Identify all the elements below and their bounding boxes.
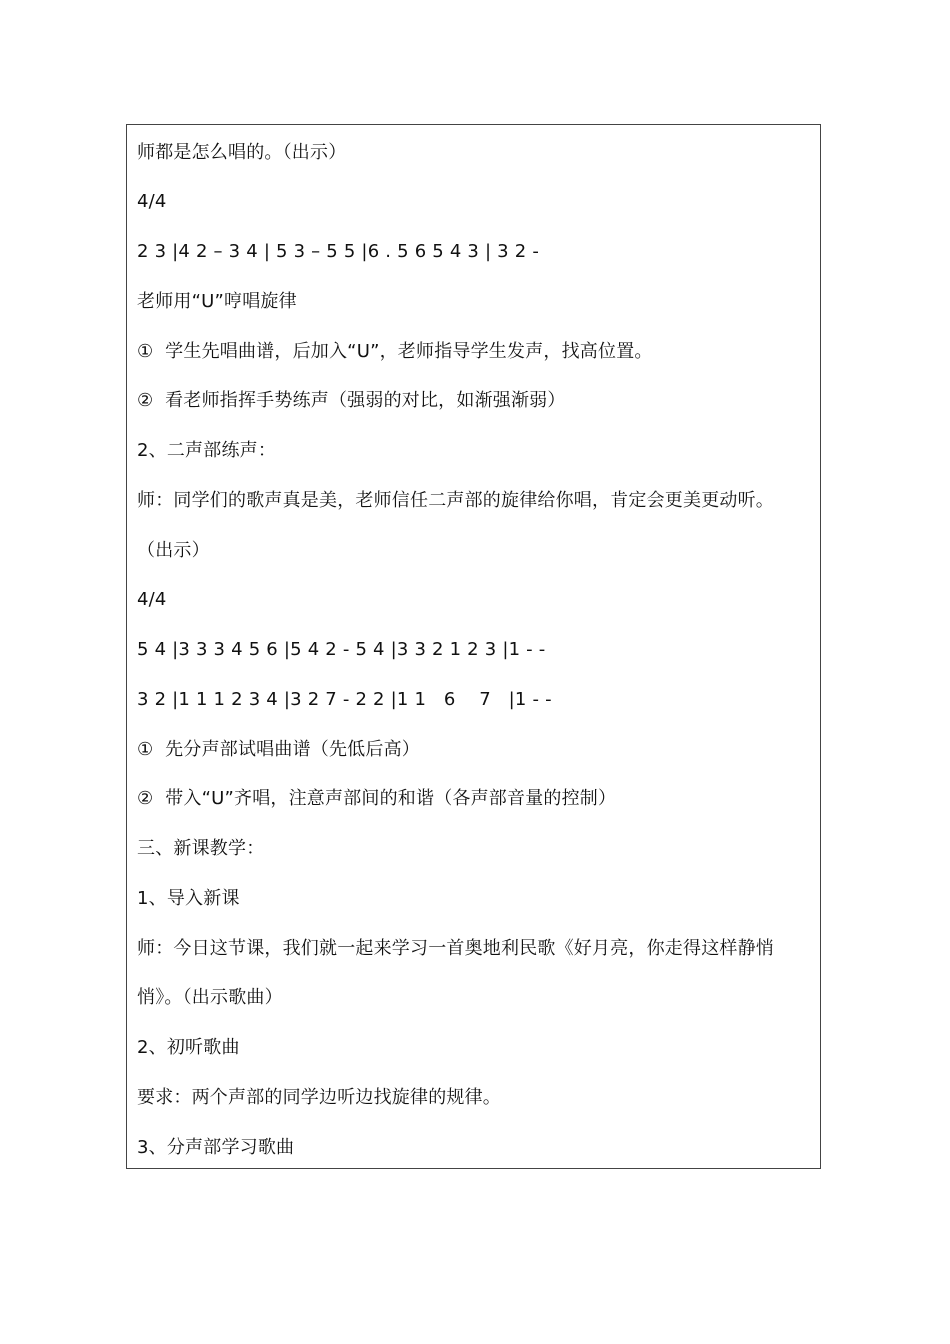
text-line-1: 师都是怎么唱的。（出示） xyxy=(137,142,347,163)
text-line-13: ① 先分声部试唱曲谱（先低后高） xyxy=(137,739,420,760)
text-line-18: 悄》。（出示歌曲） xyxy=(137,987,283,1008)
text-line-17: 师：今日这节课，我们就一起来学习一首奥地利民歌《好月亮，你走得这样静悄 xyxy=(137,938,774,959)
text-line-16: 1、导入新课 xyxy=(137,888,240,909)
text-line-6: ② 看老师指挥手势练声（强弱的对比，如渐强渐弱） xyxy=(137,390,566,411)
text-line-5: ① 学生先唱曲谱，后加入“U”，老师指导学生发声，找高位置。 xyxy=(137,341,653,362)
section-heading: 三、新课教学： xyxy=(137,838,265,859)
document-table-cell xyxy=(126,124,821,1169)
text-line-10: 4/4 xyxy=(137,589,167,610)
text-line-9: （出示） xyxy=(137,540,210,561)
text-line-19: 2、初听歌曲 xyxy=(137,1037,240,1058)
text-line-2: 4/4 xyxy=(137,191,167,212)
text-line-21: 3、分声部学习歌曲 xyxy=(137,1137,295,1158)
text-line-8: 师：同学们的歌声真是美，老师信任二声部的旋律给你唱，肯定会更美更动听。 xyxy=(137,490,774,511)
text-line-20: 要求：两个声部的同学边听边找旋律的规律。 xyxy=(137,1087,501,1108)
notation-line-1: 2 3 |4 2 – 3 4 | 5 3 – 5 5 |6 . 5 6 5 4 3 | 3 2 - xyxy=(137,241,540,262)
text-line-7: 2、二声部练声： xyxy=(137,440,277,461)
text-line-14: ② 带入“U”齐唱，注意声部间的和谐（各声部音量的控制） xyxy=(137,788,617,809)
notation-line-3: 3 2 |1 1 1 2 3 4 |3 2 7 - 2 2 |1 1 6 7 |1 - - xyxy=(137,689,552,710)
notation-line-2: 5 4 |3 3 3 4 5 6 |5 4 2 - 5 4 |3 3 2 1 2 3 |1 - - xyxy=(137,639,546,660)
text-line-4: 老师用“U”哼唱旋律 xyxy=(137,291,297,312)
